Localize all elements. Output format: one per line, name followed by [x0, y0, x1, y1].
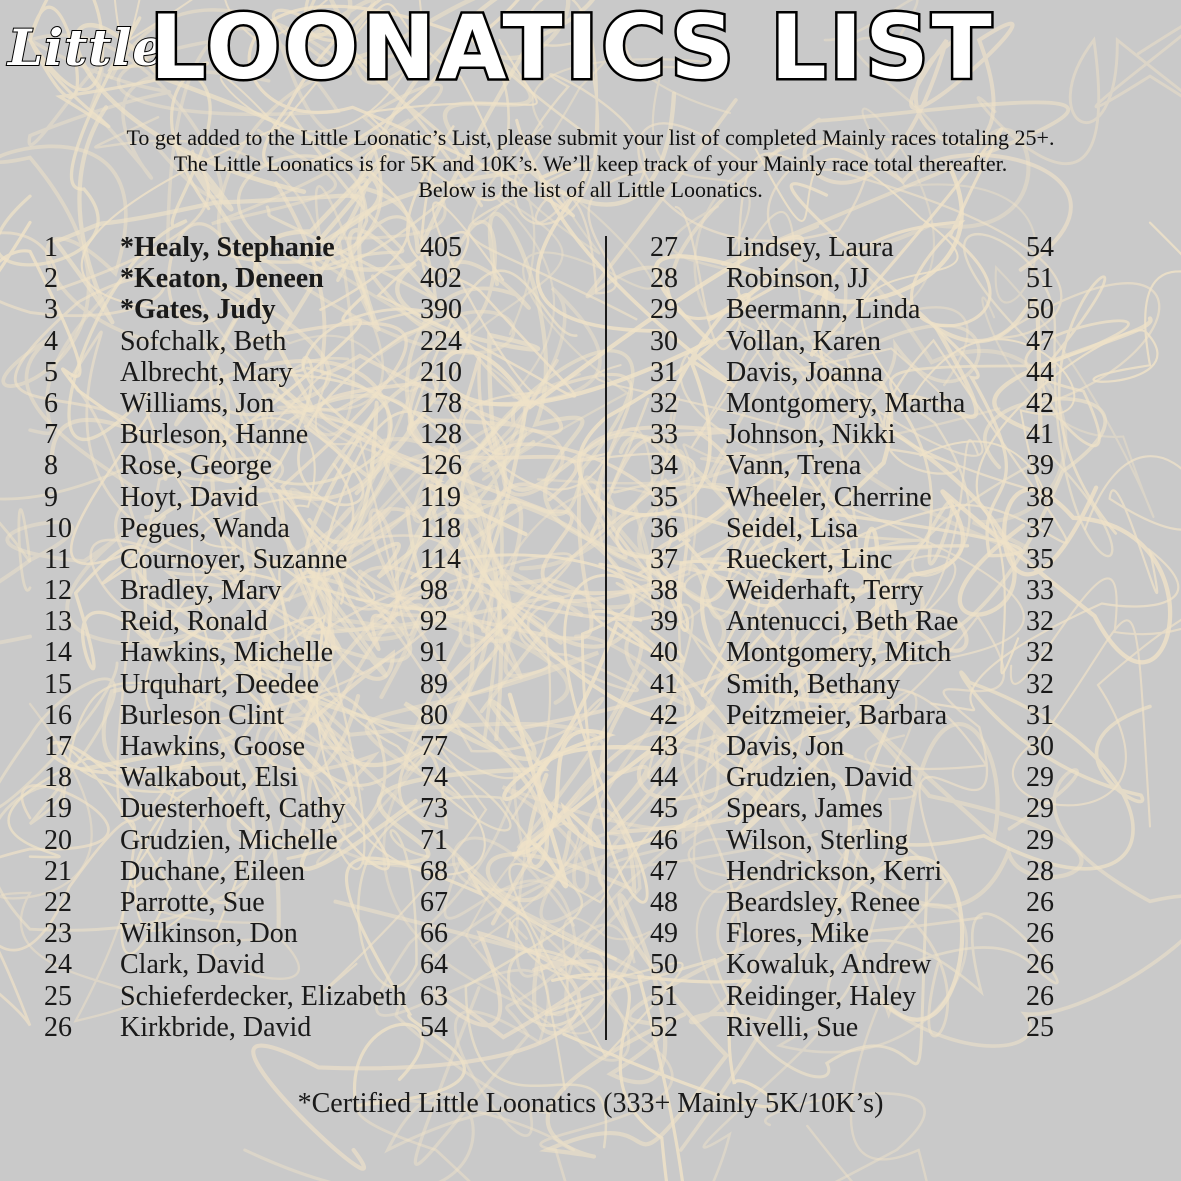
list-count: 26	[1026, 886, 1054, 918]
list-name: Spears, James	[726, 793, 884, 825]
list-name: Reidinger, Haley	[726, 980, 917, 1012]
list-name: Rose, George	[120, 450, 272, 482]
list-count: 64	[420, 949, 448, 981]
list-rank: 16	[44, 699, 72, 731]
list-name: Duesterhoeft, Cathy	[120, 793, 346, 825]
list-name: Vann, Trena	[726, 450, 862, 482]
list-name: *Gates, Judy	[120, 294, 276, 326]
list-rank: 37	[650, 543, 678, 575]
list-rank: 20	[44, 824, 72, 856]
list-name: Williams, Jon	[120, 387, 275, 419]
list-rank: 6	[44, 387, 58, 419]
list-name: Montgomery, Mitch	[726, 637, 952, 669]
list-count: 29	[1026, 824, 1054, 856]
list-rank: 15	[44, 668, 72, 700]
list-rank: 18	[44, 762, 72, 794]
list-rank: 32	[650, 387, 678, 419]
list-count: 32	[1026, 668, 1054, 700]
list-name: Grudzien, Michelle	[120, 824, 338, 856]
list-count: 26	[1026, 918, 1054, 950]
list-name: Davis, Jon	[726, 731, 845, 762]
list-rank: 14	[44, 637, 72, 669]
list-name: Reid, Ronald	[120, 606, 268, 638]
list-name: Wilkinson, Don	[120, 918, 298, 950]
list-rank: 45	[650, 793, 678, 825]
list-count: 73	[420, 793, 448, 825]
list-rank: 40	[650, 637, 678, 669]
list-rank: 13	[44, 606, 72, 638]
list-count: 128	[420, 419, 462, 451]
list-rank: 29	[650, 294, 678, 326]
intro-line-2: The Little Loonatics is for 5K and 10K’s. We’ll keep track of your Mainly race total thereafter.	[173, 151, 1008, 176]
list-count: 37	[1026, 512, 1054, 544]
list-count: 390	[420, 294, 462, 326]
list-count: 47	[1026, 325, 1054, 357]
list-count: 42	[1026, 387, 1054, 419]
list-rank: 31	[650, 356, 678, 388]
list-rank: 52	[650, 1011, 678, 1043]
list-count: 114	[420, 543, 461, 575]
list-name: Hawkins, Goose	[120, 731, 306, 762]
list-name: Wilson, Sterling	[726, 824, 909, 856]
footer-note: *Certified Little Loonatics (333+ Mainly 5K/10K’s)	[297, 1088, 884, 1119]
list-count: 51	[1026, 263, 1054, 295]
list-rank: 24	[44, 949, 72, 981]
list-rank: 38	[650, 575, 678, 607]
list-count: 35	[1026, 543, 1054, 575]
list-count: 77	[420, 731, 448, 762]
list-rank: 11	[44, 543, 71, 575]
list-name: Kowaluk, Andrew	[726, 949, 932, 981]
list-count: 32	[1026, 637, 1054, 669]
list-count: 91	[420, 637, 448, 669]
list-count: 31	[1026, 699, 1054, 731]
list-rank: 35	[650, 481, 678, 513]
list-name: Rivelli, Sue	[726, 1011, 859, 1043]
list-name: Albrecht, Mary	[120, 356, 293, 388]
list-rank: 30	[650, 325, 678, 357]
intro-line-3: Below is the list of all Little Loonatics.	[418, 177, 763, 202]
list-name: Schieferdecker, Elizabeth	[120, 980, 407, 1012]
list-rank: 36	[650, 512, 678, 544]
list-count: 98	[420, 575, 448, 607]
list-count: 50	[1026, 294, 1054, 326]
list-rank: 10	[44, 512, 72, 544]
list-name: Clark, David	[120, 949, 265, 981]
list-name: Parrotte, Sue	[120, 886, 265, 918]
list-count: 74	[420, 762, 448, 794]
list-count: 80	[420, 699, 448, 731]
list-name: Beardsley, Renee	[726, 886, 921, 918]
list-count: 119	[420, 481, 461, 513]
list-name: *Keaton, Deneen	[120, 263, 324, 295]
list-rank: 41	[650, 668, 678, 700]
list-name: Hoyt, David	[120, 481, 259, 513]
list-rank: 42	[650, 699, 678, 731]
list-rank: 21	[44, 855, 72, 887]
list-name: Walkabout, Elsi	[120, 762, 299, 794]
list-rank: 34	[650, 450, 678, 482]
list-name: Weiderhaft, Terry	[726, 575, 924, 607]
list-rank: 43	[650, 731, 678, 762]
list-name: Robinson, JJ	[726, 263, 870, 295]
list-name: Seidel, Lisa	[726, 512, 859, 544]
list-count: 30	[1026, 731, 1054, 762]
list-rank: 8	[44, 450, 58, 482]
list-name: Cournoyer, Suzanne	[120, 543, 348, 575]
list-name: Antenucci, Beth Rae	[726, 606, 959, 638]
list-name: Montgomery, Martha	[726, 387, 966, 419]
list-count: 92	[420, 606, 448, 638]
list-name: Bradley, Marv	[120, 575, 282, 607]
intro-line-1: To get added to the Little Loonatic’s List, please submit your list of completed Mainly races totaling 25+.	[126, 125, 1055, 150]
list-name: Duchane, Eileen	[120, 855, 306, 887]
list-name: Lindsey, Laura	[726, 232, 894, 263]
list-rank: 3	[44, 294, 58, 326]
intro-text	[0, 125, 1181, 203]
list-count: 54	[420, 1011, 448, 1043]
list-name: Smith, Bethany	[726, 668, 901, 700]
list-count: 26	[1026, 980, 1054, 1012]
title-little: Little	[8, 18, 166, 77]
list-name: Burleson Clint	[120, 699, 285, 731]
list-rank: 17	[44, 731, 72, 762]
list-rank: 9	[44, 481, 58, 513]
list-name: Sofchalk, Beth	[120, 325, 287, 357]
list-count: 29	[1026, 793, 1054, 825]
list-name: Burleson, Hanne	[120, 419, 309, 451]
list-name: *Healy, Stephanie	[120, 232, 335, 263]
list-count: 66	[420, 918, 448, 950]
list-count: 118	[420, 512, 461, 544]
list-count: 405	[420, 232, 462, 263]
list-name: Grudzien, David	[726, 762, 913, 794]
list-rank: 2	[44, 263, 58, 295]
list-count: 32	[1026, 606, 1054, 638]
list-count: 38	[1026, 481, 1054, 513]
list-rank: 1	[44, 232, 58, 263]
list-name: Wheeler, Cherrine	[726, 481, 932, 513]
list-count: 41	[1026, 419, 1054, 451]
list-count: 26	[1026, 949, 1054, 981]
list-rank: 48	[650, 886, 678, 918]
list-count: 89	[420, 668, 448, 700]
list-count: 25	[1026, 1011, 1054, 1043]
list-count: 39	[1026, 450, 1054, 482]
list-rank: 5	[44, 356, 58, 388]
list-count: 71	[420, 824, 448, 856]
list-name: Johnson, Nikki	[726, 419, 896, 451]
list-count: 178	[420, 387, 462, 419]
list-rank: 19	[44, 793, 72, 825]
list-name: Hawkins, Michelle	[120, 637, 334, 669]
list-rank: 51	[650, 980, 678, 1012]
list-count: 44	[1026, 356, 1054, 388]
list-name: Beermann, Linda	[726, 294, 921, 326]
list-count: 402	[420, 263, 462, 295]
list-rank: 47	[650, 855, 678, 887]
list-rank: 28	[650, 263, 678, 295]
column-divider	[605, 236, 607, 1040]
list-count: 68	[420, 855, 448, 887]
title-main: LOONATICS LIST	[150, 0, 995, 99]
list-rank: 50	[650, 949, 678, 981]
list-count: 29	[1026, 762, 1054, 794]
list-name: Pegues, Wanda	[120, 512, 290, 544]
list-name: Flores, Mike	[726, 918, 870, 950]
list-count: 126	[420, 450, 462, 482]
list-rank: 39	[650, 606, 678, 638]
list-name: Urquhart, Deedee	[120, 668, 320, 700]
list-rank: 25	[44, 980, 72, 1012]
list-rank: 26	[44, 1011, 72, 1043]
list-name: Hendrickson, Kerri	[726, 855, 943, 887]
list-rank: 12	[44, 575, 72, 607]
list-name: Vollan, Karen	[726, 325, 881, 357]
list-name: Rueckert, Linc	[726, 543, 893, 575]
list-name: Davis, Joanna	[726, 356, 884, 388]
list-rank: 49	[650, 918, 678, 950]
list-name: Peitzmeier, Barbara	[726, 699, 948, 731]
list-count: 63	[420, 980, 448, 1012]
list-count: 210	[420, 356, 462, 388]
list-count: 54	[1026, 232, 1054, 263]
list-rank: 33	[650, 419, 678, 451]
list-count: 67	[420, 886, 448, 918]
list-rank: 4	[44, 325, 58, 357]
list-rank: 22	[44, 886, 72, 918]
list-count: 33	[1026, 575, 1054, 607]
list-count: 224	[420, 325, 462, 357]
list-rank: 7	[44, 419, 58, 451]
list-rank: 23	[44, 918, 72, 950]
list-rank: 44	[650, 762, 678, 794]
list-name: Kirkbride, David	[120, 1011, 312, 1043]
title	[0, 0, 1181, 120]
list-rank: 27	[650, 232, 678, 263]
list-count: 28	[1026, 855, 1054, 887]
list-rank: 46	[650, 824, 678, 856]
